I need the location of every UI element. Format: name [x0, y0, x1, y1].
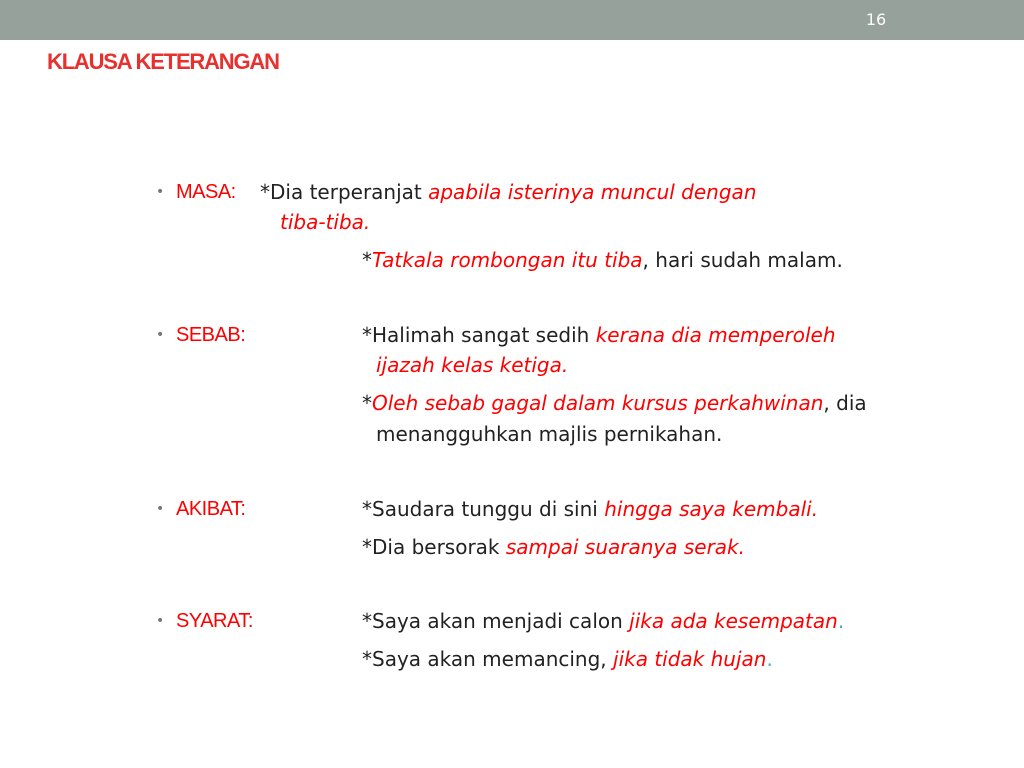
masa-line-1: [260, 180, 757, 204]
akibat-line-1: [362, 497, 818, 521]
text: *Saya akan menjadi calon: [362, 609, 630, 633]
slide-title: KLAUSA KETERANGAN: [47, 49, 279, 74]
sebab-line-1: [362, 323, 836, 347]
masa-line-3: [362, 248, 843, 272]
slide-number: 16: [865, 10, 887, 29]
top-bar: [0, 0, 1024, 40]
akibat-line-2: [362, 535, 745, 559]
highlight-text: ijazah kelas ketiga.: [376, 353, 569, 377]
bullet: •: [156, 327, 165, 343]
text: *Halimah sangat sedih: [362, 323, 596, 347]
masa-line-2: [280, 210, 370, 234]
highlight-text: apabila isterinya muncul dengan: [428, 180, 757, 204]
bullet: •: [156, 501, 165, 517]
highlight-text: sampai suaranya serak.: [505, 535, 745, 559]
highlight-text: tiba-tiba.: [280, 210, 371, 234]
text: *Dia bersorak: [362, 535, 506, 559]
text: *Saya akan memancing,: [362, 647, 614, 671]
highlight-text: jika ada kesempatan: [629, 609, 838, 633]
highlight-text: kerana dia memperoleh: [595, 323, 836, 347]
item-label-akibat: AKIBAT:: [176, 498, 246, 520]
teal-dot: .: [766, 647, 773, 671]
text: menangguhkan majlis pernikahan.: [376, 422, 723, 446]
sebab-line-3: [362, 391, 867, 415]
syarat-line-1: [362, 609, 844, 633]
syarat-line-2: [362, 647, 773, 671]
highlight-text: jika tidak hujan: [613, 647, 767, 671]
highlight-text: hingga saya kembali.: [604, 497, 819, 521]
item-label-sebab: SEBAB:: [176, 324, 246, 346]
sebab-line-4: [376, 422, 722, 446]
text: *: [362, 391, 372, 415]
sebab-line-2: [376, 353, 568, 377]
highlight-text: Oleh sebab gagal dalam kursus perkahwinan: [372, 391, 824, 415]
text: *: [362, 248, 372, 272]
teal-dot: .: [837, 609, 845, 633]
highlight-text: Tatkala rombongan itu tiba: [372, 248, 643, 272]
text: , hari sudah malam.: [642, 248, 843, 272]
item-label-syarat: SYARAT:: [176, 610, 253, 632]
text: , dia: [823, 391, 867, 415]
text: *Dia terperanjat: [260, 180, 429, 204]
text: *Saudara tunggu di sini: [362, 497, 605, 521]
item-label-masa: MASA:: [176, 181, 236, 203]
bullet: •: [156, 184, 165, 200]
bullet: •: [156, 613, 165, 629]
